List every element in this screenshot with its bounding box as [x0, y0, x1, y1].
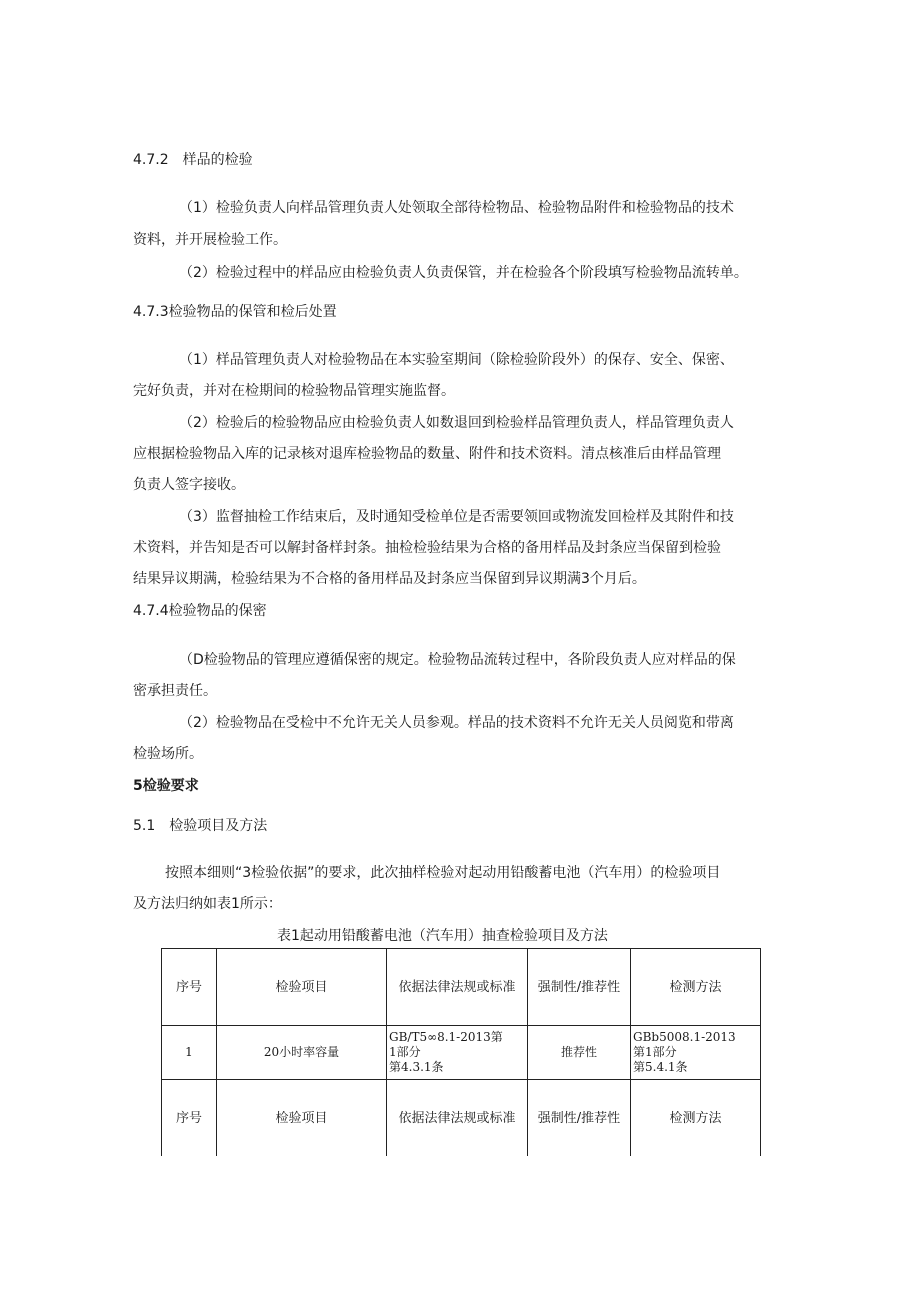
paragraph: 术资料，并告知是否可以解封备样封条。抽检检验结果为合格的备用样品及封条应当保留到检验	[133, 540, 721, 556]
header-cell: 强制性/推荐性	[528, 1080, 631, 1157]
cell-method	[631, 1026, 761, 1080]
table-header-row-repeat	[162, 1080, 761, 1157]
table-header-row	[162, 949, 761, 1026]
cell-no: 1	[162, 1026, 217, 1080]
paragraph: （2）检验过程中的样品应由检验负责人负责保管，并在检验各个阶段填写检验物品流转单。	[179, 265, 748, 281]
table-caption: 表1起动用铅酸蓄电池（汽车用）抽查检验项目及方法	[277, 928, 608, 944]
paragraph: （2）检验后的检验物品应由检验负责人如数退回到检验样品管理负责人，样品管理负责人	[179, 415, 734, 431]
paragraph: （2）检验物品在受检中不允许无关人员参观。样品的技术资料不允许无关人员阅览和带离	[179, 715, 734, 731]
paragraph: 密承担责任。	[133, 683, 217, 699]
header-cell: 依据法律法规或标准	[387, 949, 528, 1026]
paragraph: 及方法归纳如表1所示：	[133, 896, 282, 912]
table-row	[162, 1026, 761, 1080]
header-cell: 序号	[162, 1080, 217, 1157]
cell-type: 推荐性	[528, 1026, 631, 1080]
paragraph: 结果异议期满，检验结果为不合格的备用样品及封条应当保留到异议期满3个月后。	[133, 571, 646, 587]
paragraph: （3）监督抽检工作结束后，及时通知受检单位是否需要领回或物流发回检样及其附件和技	[179, 509, 734, 525]
basis-line: 1部分	[389, 1045, 421, 1059]
paragraph: 应根据检验物品入库的记录核对退库检验物品的数量、附件和技术资料。清点核准后由样品管理	[133, 446, 721, 462]
header-cell: 依据法律法规或标准	[387, 1080, 528, 1157]
method-line: 第5.4.1条	[633, 1060, 688, 1074]
heading-4-7-2: 4.7.2 样品的检验	[133, 152, 253, 168]
header-cell: 检验项目	[217, 949, 387, 1026]
paragraph: 资料，并开展检验工作。	[133, 232, 287, 248]
heading-5: 5检验要求	[133, 778, 199, 794]
basis-line: GB/T5∞8.1-2013第	[389, 1030, 503, 1044]
method-line: 第1部分	[633, 1045, 677, 1059]
method-line: GBb5008.1-2013	[633, 1030, 736, 1044]
cell-basis	[387, 1026, 528, 1080]
header-cell: 强制性/推荐性	[528, 949, 631, 1026]
heading-5-1: 5.1 检验项目及方法	[133, 818, 268, 834]
paragraph: （1）样品管理负责人对检验物品在本实验室期间（除检验阶段外）的保存、安全、保密、	[179, 352, 734, 368]
paragraph: 检验场所。	[133, 746, 203, 762]
paragraph: （1）检验负责人向样品管理负责人处领取全部待检物品、检验物品附件和检验物品的技术	[179, 200, 734, 216]
header-cell: 检验项目	[217, 1080, 387, 1157]
header-cell: 检测方法	[631, 1080, 761, 1157]
paragraph: 按照本细则“3检验依据”的要求，此次抽样检验对起动用铅酸蓄电池（汽车用）的检验项目	[165, 865, 721, 881]
header-cell: 序号	[162, 949, 217, 1026]
header-cell: 检测方法	[631, 949, 761, 1026]
heading-4-7-4: 4.7.4检验物品的保密	[133, 603, 267, 619]
cell-item: 20小时率容量	[217, 1026, 387, 1080]
paragraph: 完好负责，并对在检期间的检验物品管理实施监督。	[133, 383, 455, 399]
heading-4-7-3: 4.7.3检验物品的保管和检后处置	[133, 304, 337, 320]
basis-line: 第4.3.1条	[389, 1060, 444, 1074]
paragraph: （D检验物品的管理应遵循保密的规定。检验物品流转过程中，各阶段负责人应对样品的保	[179, 652, 736, 668]
paragraph: 负责人签字接收。	[133, 477, 245, 493]
inspection-table	[161, 948, 761, 1156]
